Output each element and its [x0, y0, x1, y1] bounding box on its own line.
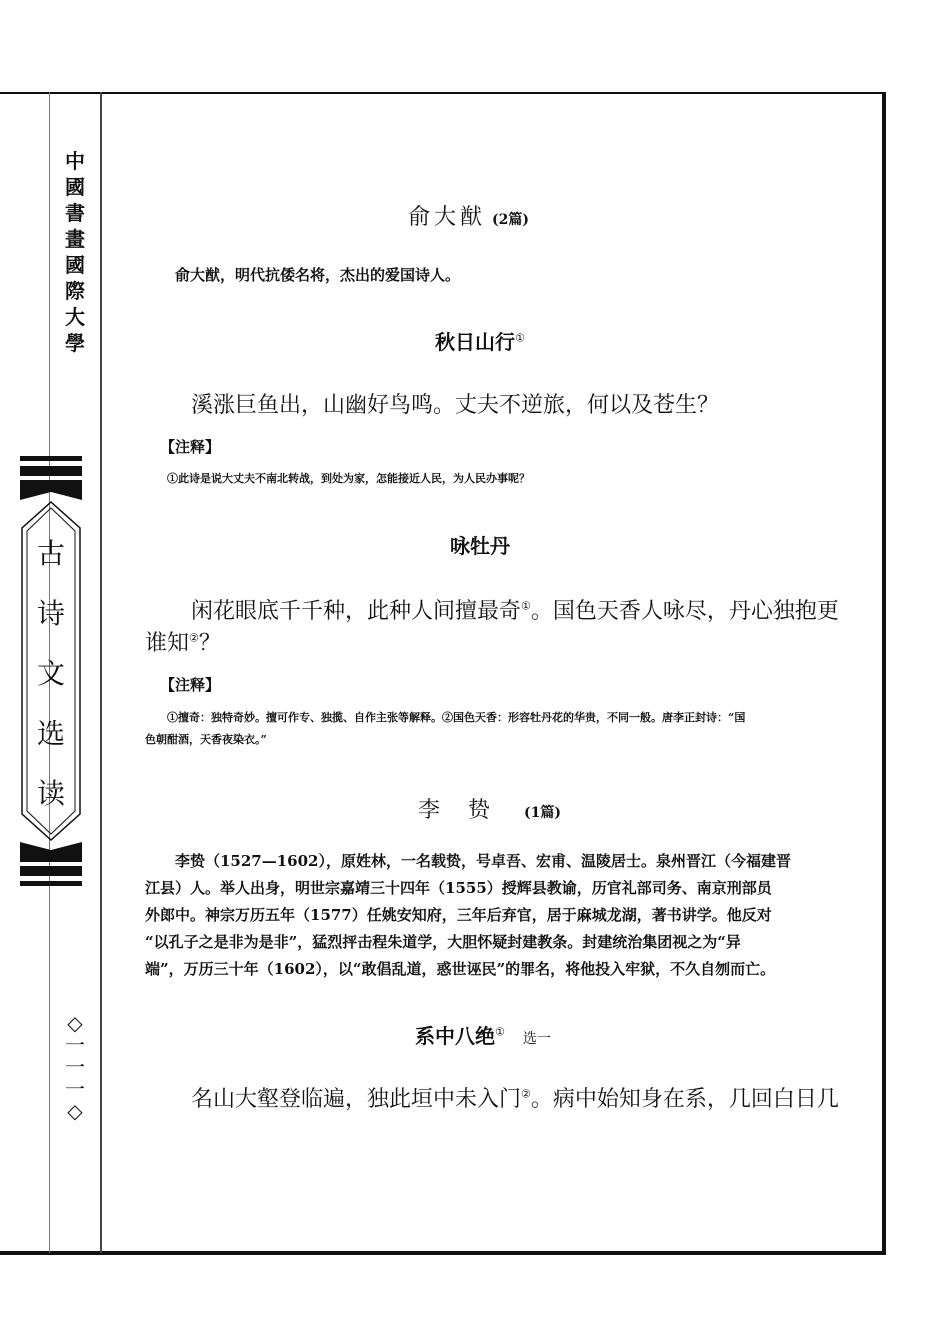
poem-title-qiuri: 秋日山行① — [435, 330, 525, 354]
book-title-vertical: 古 诗 文 选 读 — [36, 537, 65, 810]
school-name-vertical: 中 國 書 畫 國 際 大 學 — [65, 149, 85, 355]
note-heading: 【注释】 — [160, 438, 221, 456]
page-number-vertical: ◇ 一 一 一 ◇ — [65, 1011, 85, 1123]
note-text: ①擅奇：独特奇妙。擅可作专、独揽、自作主张等解释。②国色天香：形容牡丹花的华贵，不同一般。唐李正封诗：“国 — [167, 711, 746, 724]
poem-text-xizhong: 名山大壑登临遍，独此垣中未入门②。病中始知身在系，几回白日几 — [191, 1087, 839, 1112]
poem-text-qiuri: 溪涨巨鱼出，山幽好鸟鸣。丈夫不逆旅，何以及苍生？ — [191, 393, 720, 418]
poem-title-mudan: 咏牡丹 — [450, 534, 510, 558]
note-text: ①此诗是说大丈夫不南北转战，到处为家，怎能接近人民，为人民办事呢？ — [167, 472, 530, 485]
poem-title-xizhong: 系中八绝① 选一 — [415, 1024, 551, 1048]
author-heading-li: 李贽 (1篇) — [418, 798, 562, 823]
spine-rule-right — [100, 92, 102, 1253]
author-heading-yu: 俞大猷 (2篇) — [408, 205, 530, 230]
note-text: 色朝酣酒，天香夜染衣。” — [145, 733, 267, 746]
poem-text-mudan-line1: 闲花眼底千千种，此种人间擅最奇①。国色天香人咏尽，丹心独抱更 — [191, 599, 839, 624]
note-heading: 【注释】 — [160, 676, 221, 694]
poem-text-mudan-line2: 谁知②？ — [145, 631, 221, 656]
author-bio-yu: 俞大猷，明代抗倭名将，杰出的爱国诗人。 — [175, 266, 461, 284]
